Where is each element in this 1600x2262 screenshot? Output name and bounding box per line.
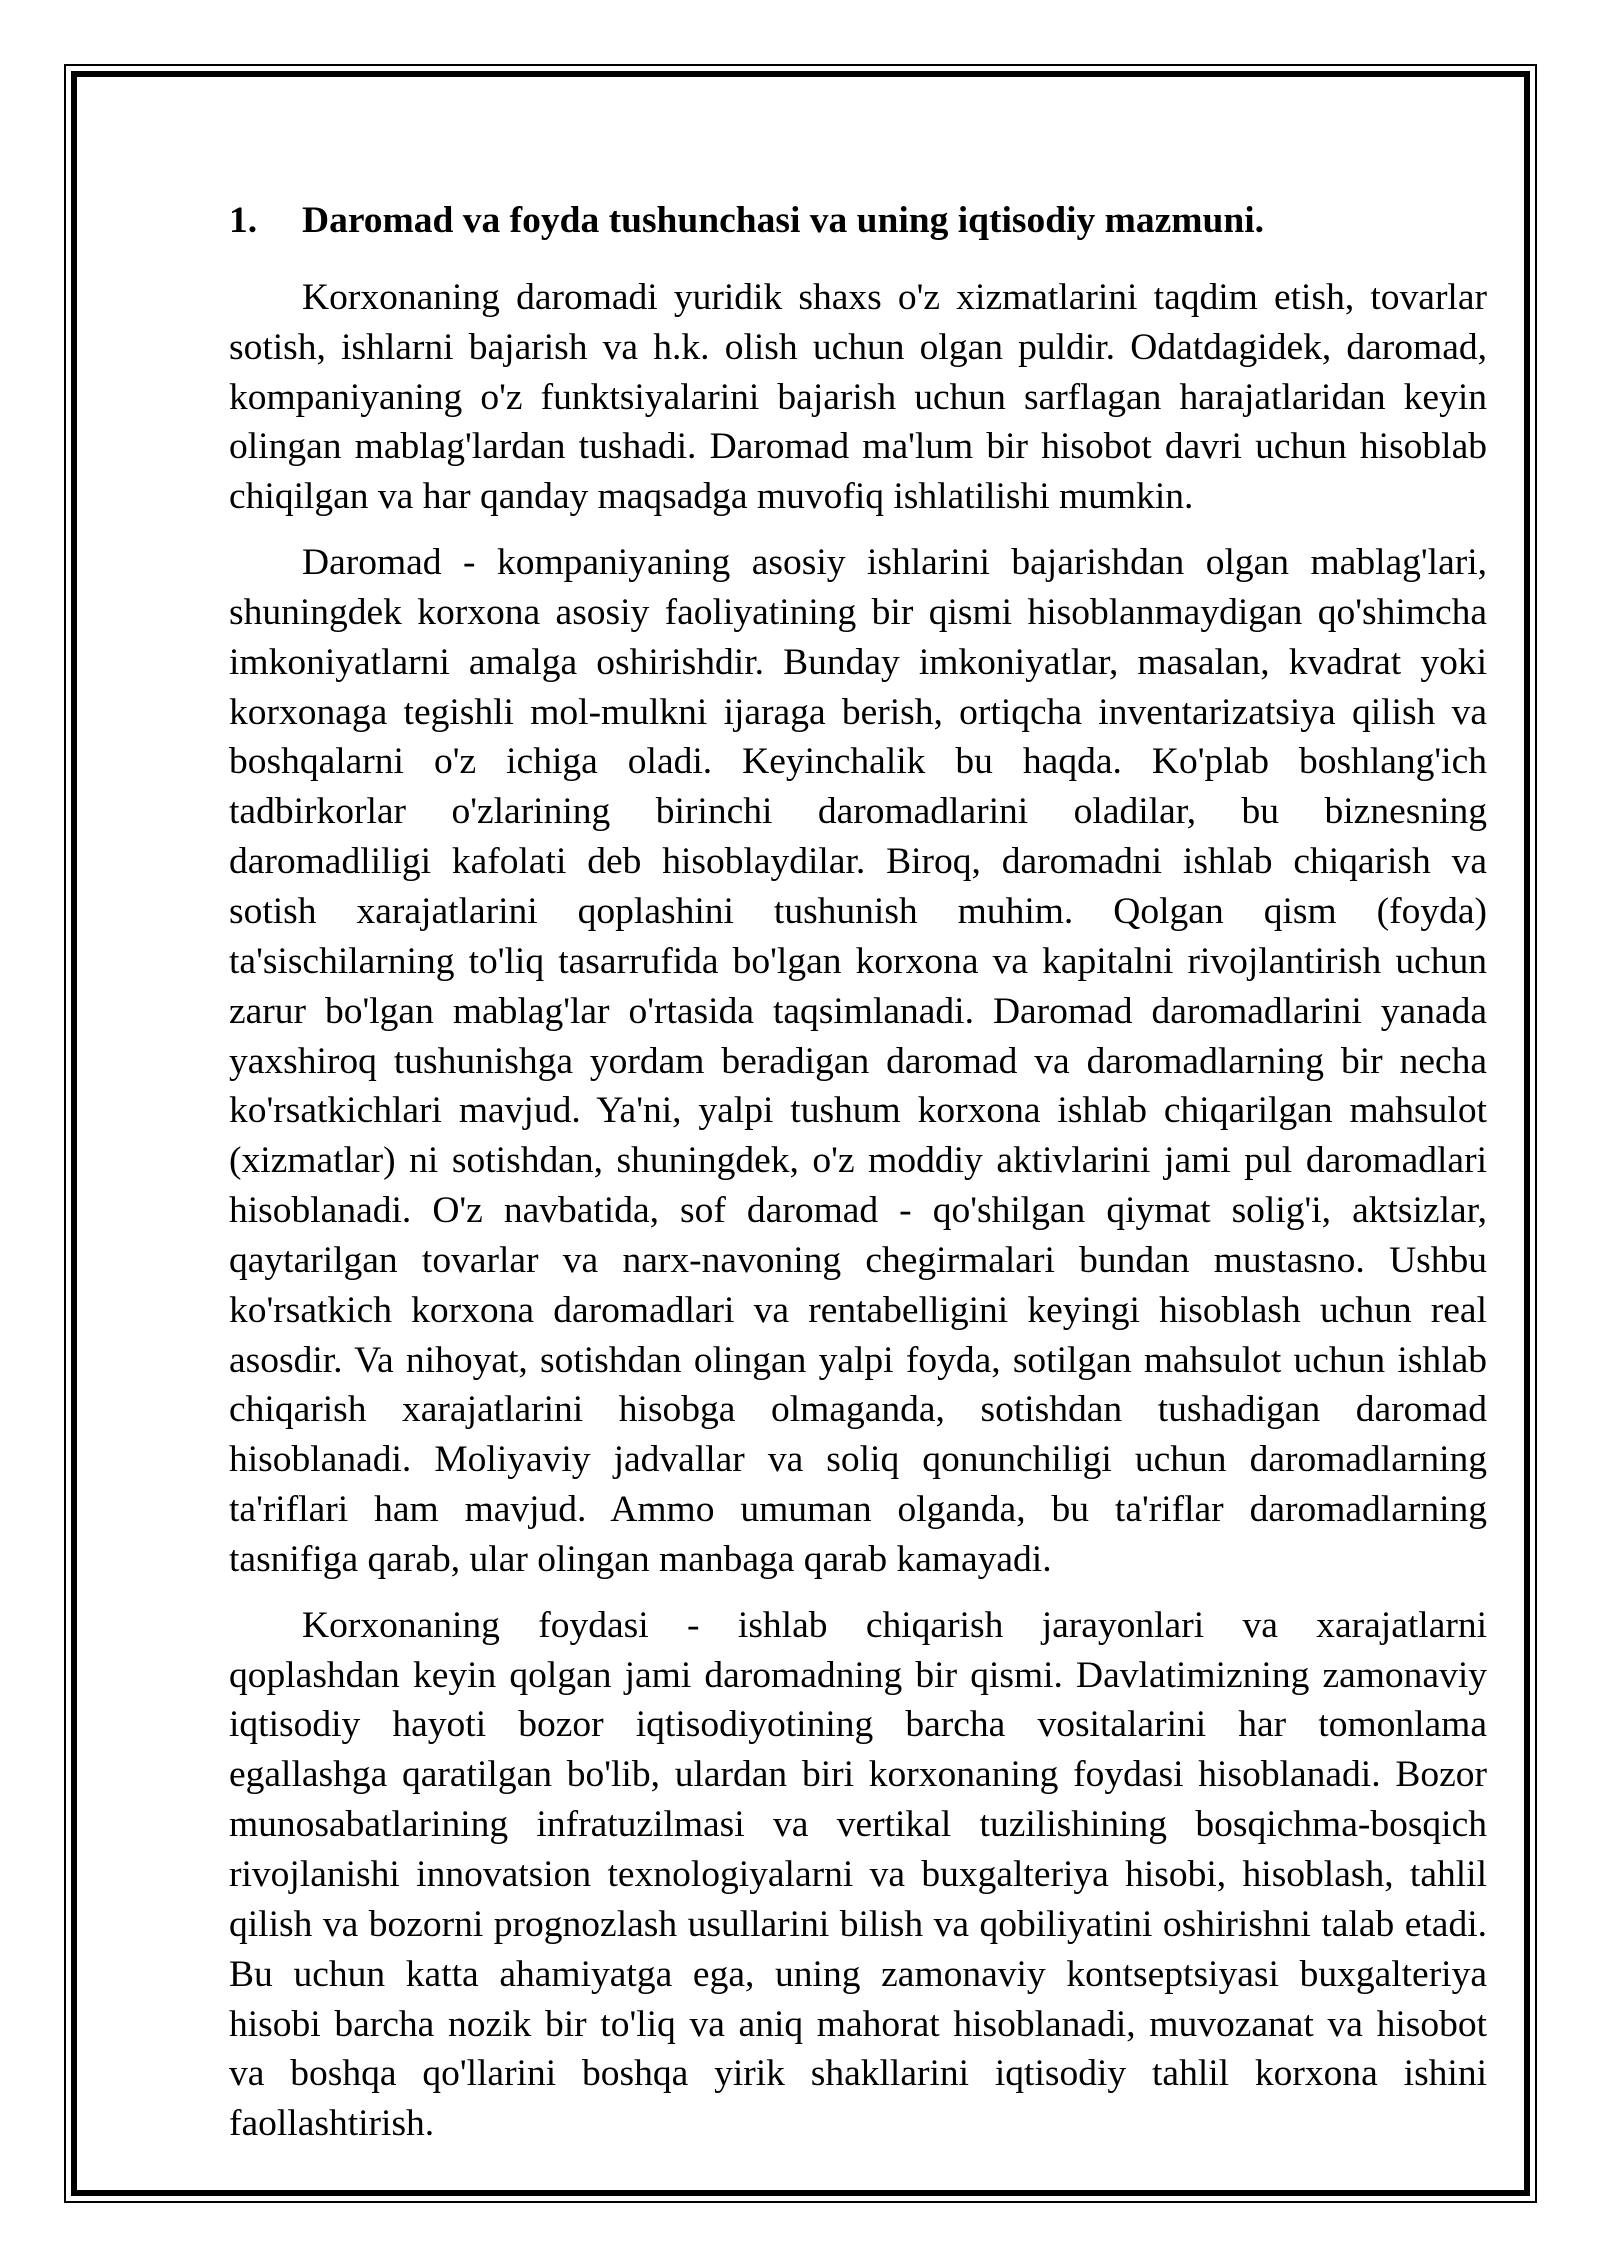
paragraph-2: [229, 538, 1487, 1585]
text-line: shuningdek korxona asosiy faoliyatining bir qismi hisoblanmaydigan qo'shimcha: [229, 591, 1487, 633]
text-line: rivojlanishi innovatsion texnologiyalarni va buxgalteriya hisobi, hisoblash, tahlil: [229, 1854, 1487, 1895]
text-line: imkoniyatlarni amalga oshirishdir. Bunday imkoniyatlar, masalan, kvadrat yoki: [229, 641, 1487, 683]
paragraph-1: [229, 273, 1487, 522]
text-line: ta'riflari ham mavjud. Ammo umuman olganda, bu ta'riflar daromadlarning: [229, 1489, 1487, 1531]
text-line: qilish va bozorni prognozlash usullarini bilish va qobiliyatini oshirishni talab etadi.: [229, 1903, 1487, 1945]
text-line: sotish xarajatlarini qoplashini tushunish muhim. Qolgan qism (foyda): [229, 890, 1487, 932]
text-line: sotish, ishlarni bajarish va h.k. olish uchun olgan puldir. Odatdagidek, daromad,: [229, 326, 1487, 368]
text-line: chiqilgan va har qanday maqsadga muvofiq ishlatilishi mumkin.: [229, 476, 1194, 518]
text-line: Bu uchun katta ahamiyatga ega, uning zamonaviy kontseptsiyasi buxgalteriya: [229, 1953, 1487, 1995]
text-line: kompaniyaning o'z funktsiyalarini bajarish uchun sarflagan harajatlaridan keyin: [229, 376, 1487, 418]
text-line: ko'rsatkichlari mavjud. Ya'ni, yalpi tushum korxona ishlab chiqarilgan mahsulot: [229, 1090, 1487, 1132]
text-line: (xizmatlar) ni sotishdan, shuningdek, o'z moddiy aktivlarini jami pul daromadlari: [229, 1140, 1487, 1182]
text-line: boshqalarni o'z ichiga oladi. Keyinchalik bu haqda. Ko'plab boshlang'ich: [229, 741, 1487, 783]
text-line: korxonaga tegishli mol-mulkni ijaraga berish, ortiqcha inventarizatsiya qilish va: [229, 691, 1487, 733]
text-line: tasnifiga qarab, ular olingan manbaga qarab kamayadi.: [229, 1538, 1052, 1580]
text-line: daromadliligi kafolati deb hisoblaydilar. Biroq, daromadni ishlab chiqarish va: [229, 841, 1487, 883]
document-body: [229, 196, 1487, 2165]
text-line: zarur bo'lgan mablag'lar o'rtasida taqsimlanadi. Daromad daromadlarini yanada: [229, 990, 1487, 1032]
text-line: olingan mablag'lardan tushadi. Daromad ma'lum bir hisobot davri uchun hisoblab: [229, 426, 1487, 468]
paragraph-3: [229, 1601, 1487, 2149]
text-line: chiqarish xarajatlarini hisobga olmaganda, sotishdan tushadigan daromad: [229, 1389, 1487, 1431]
text-line: va boshqa qo'llarini boshqa yirik shakllarini iqtisodiy tahlil korxona ishini: [229, 2053, 1487, 2095]
section-title: Daromad va foyda tushunchasi va uning iqtisodiy mazmuni.: [302, 200, 1265, 241]
text-line: tadbirkorlar o'zlarining birinchi daromadlarini oladilar, bu biznesning: [229, 791, 1487, 833]
text-line: asosdir. Va nihoyat, sotishdan olingan yalpi foyda, sotilgan mahsulot uchun ishlab: [229, 1339, 1487, 1381]
section-number: 1.: [229, 200, 258, 241]
text-line: Korxonaning foydasi - ishlab chiqarish jarayonlari va xarajatlarni: [302, 1604, 1487, 1646]
text-line: hisoblanadi. O'z navbatida, sof daromad - qo'shilgan qiymat solig'i, aktsizlar,: [229, 1190, 1487, 1232]
text-line: faollashtirish.: [229, 2103, 435, 2145]
text-line: yaxshiroq tushunishga yordam beradigan daromad va daromadlarning bir necha: [229, 1040, 1487, 1082]
text-line: Korxonaning daromadi yuridik shaxs o'z xizmatlarini taqdim etish, tovarlar: [302, 276, 1487, 318]
text-line: hisoblanadi. Moliyaviy jadvallar va soliq qonunchiligi uchun daromadlarning: [229, 1439, 1487, 1481]
text-line: qaytarilgan tovarlar va narx-navoning chegirmalari bundan mustasno. Ushbu: [229, 1239, 1487, 1281]
text-line: munosabatlarining infratuzilmasi va vertikal tuzilishining bosqichma-bosqich: [229, 1804, 1487, 1846]
text-line: ko'rsatkich korxona daromadlari va rentabelligini keyingi hisoblash uchun real: [229, 1289, 1487, 1331]
text-line: ta'sischilarning to'liq tasarrufida bo'lgan korxona va kapitalni rivojlantirish uchun: [229, 940, 1487, 982]
text-line: iqtisodiy hayoti bozor iqtisodiyotining barcha vositalarini har tomonlama: [229, 1704, 1487, 1746]
text-line: hisobi barcha nozik bir to'liq va aniq mahorat hisoblanadi, muvozanat va hisobot: [229, 2003, 1487, 2045]
section-heading: [229, 196, 1487, 246]
text-line: Daromad - kompaniyaning asosiy ishlarini bajarishdan olgan mablag'lari,: [302, 542, 1487, 584]
text-line: egallashga qaratilgan bo'lib, ulardan biri korxonaning foydasi hisoblanadi. Bozor: [229, 1754, 1487, 1796]
text-line: qoplashdan keyin qolgan jami daromadning bir qismi. Davlatimizning zamonaviy: [229, 1654, 1487, 1696]
